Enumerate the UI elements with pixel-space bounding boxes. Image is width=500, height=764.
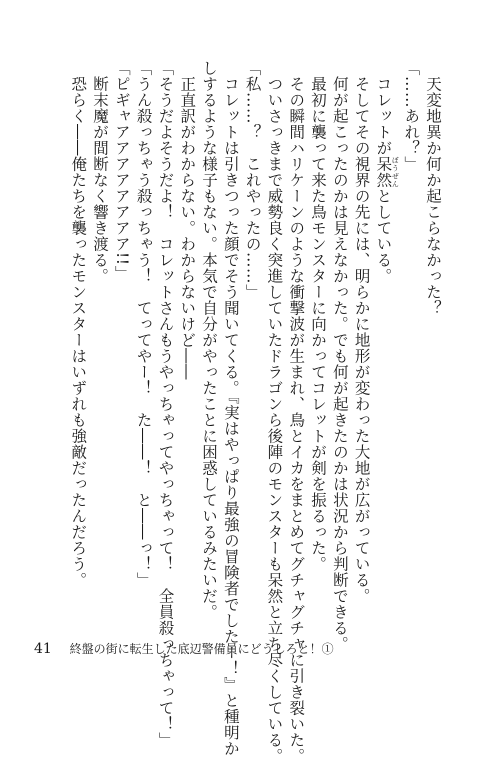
text-line: その瞬間ハリケーンのような衝撃波が生まれ、鳥とイカをまとめてグチャグチャに引き裂いた。 [287,75,306,764]
page-number: 41 [34,641,52,657]
text-line: 「そうだよそうだよ！ コレットさんもうやっちゃってやっちゃって！ 全員殺っちゃって！」 [156,60,175,748]
text-line: そしてその視界の先には、明らかに地形が変わった大地が広がっている。 [352,75,371,604]
text-line: 「ピギャアアアアアアアア!!」 [112,60,131,282]
text-line: 最初に襲って来た鳥モンスターに向かってコレットが剣を振るった。 [309,75,328,572]
text-line: 断末魔が間断なく響き渡る。 [91,75,110,284]
text-line: 「私……？ これやったの……」 [243,60,262,300]
text-line: コレットは引きつった顔でそう聞いてくる。『実はやっぱり最強の冒険者でしたー！』と種明か [221,75,240,756]
text-line: コレットが呆然 ぼうぜんとしている。 [374,75,400,284]
ruby-word: 呆然 ぼうぜん [374,155,400,188]
text-line: 正直訳がわからない。わからないけど―― [178,75,197,380]
text-line: ついさっきまで威勢良く突進していたドラゴンら後陣のモンスターも呆然と立ち尽くしている。 [265,75,284,764]
text-line: 天変地異か何か起こらなかった？ [424,75,442,316]
text-line: 「うん殺っちゃう殺っちゃう！ てってやー！ た――！ と――っ！」 [134,60,153,588]
text-line: 「……あれ？」 [402,60,421,172]
text-line: 何が起こったのかは見えなかった。でも何が起きたのかは状況から判断できる。 [330,75,349,652]
page-footer [34,640,334,657]
text-line: しするような様子もない。本気で自分がやったことに困惑しているみたいだ。 [200,60,219,620]
book-title: 終盤の街に転生した底辺警備員にどうしろと！① [69,642,334,656]
text-line: 恐らく――俺たちを襲ったモンスターはいずれも強敵だったんだろう。 [69,75,88,588]
